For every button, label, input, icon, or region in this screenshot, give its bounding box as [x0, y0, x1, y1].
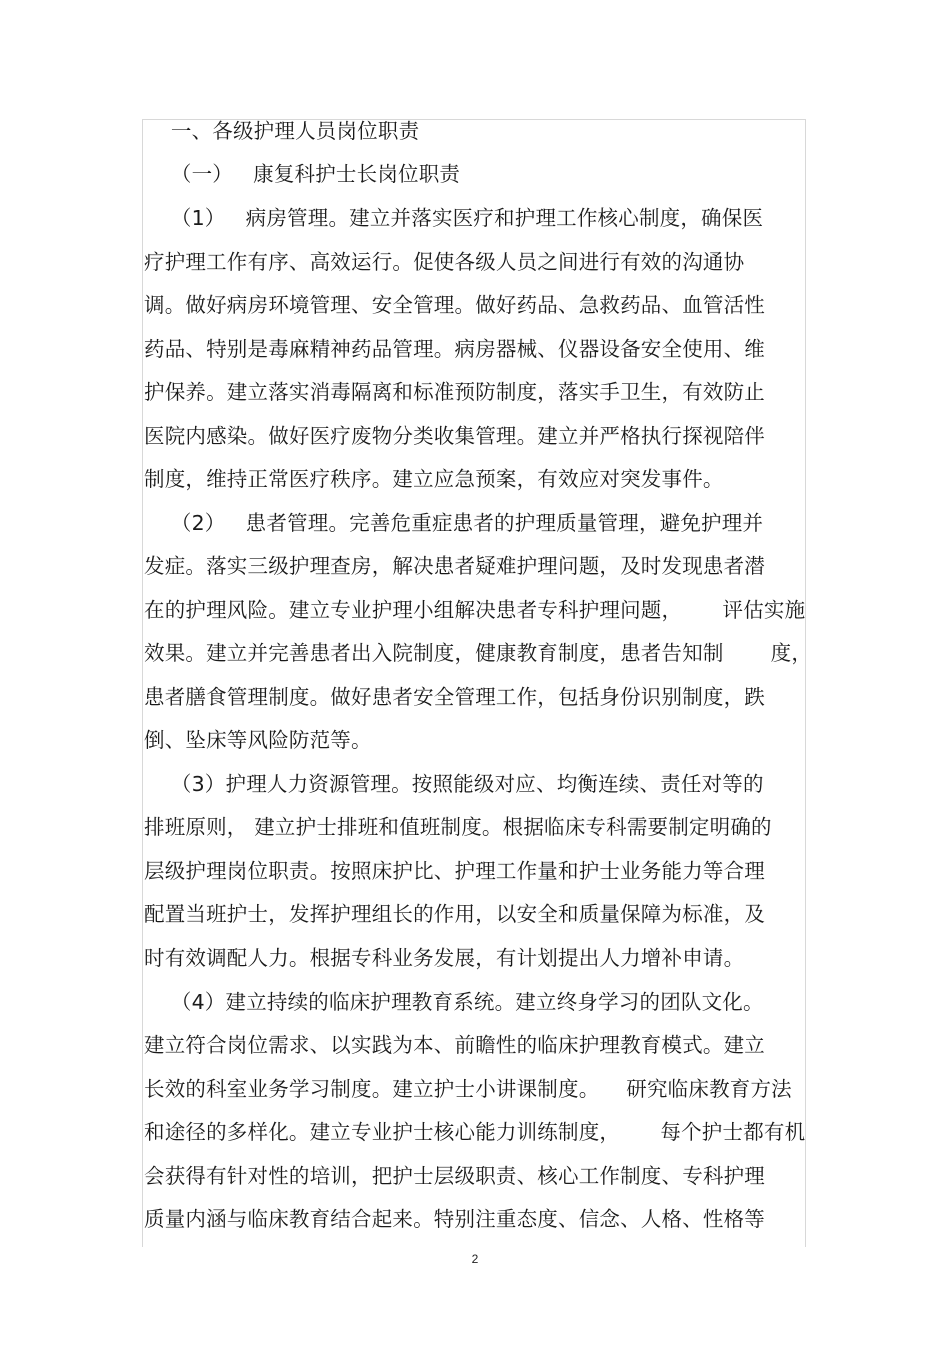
- paragraph-line: 质量内涵与临床教育结合起来。特别注重态度、信念、人格、性格等: [144, 1207, 765, 1231]
- paragraph-line: 疗护理工作有序、高效运行。促使各级人员之间进行有效的沟通协: [144, 250, 745, 274]
- paragraph-line: 建立符合岗位需求、以实践为本、前瞻性的临床护理教育模式。建立: [144, 1033, 765, 1057]
- paragraph-line: 配置当班护士，发挥护理组长的作用，以安全和质量保障为标准，及: [144, 902, 765, 926]
- paragraph-line: 和途径的多样化。建立专业护士核心能力训练制度， 每个护士都有机: [144, 1120, 806, 1144]
- paragraph-line: 药品、特别是毒麻精神药品管理。病房器械、仪器设备安全使用、维: [144, 337, 765, 361]
- paragraph-line: 排班原则， 建立护士排班和值班制度。根据临床专科需要制定明确的: [144, 815, 772, 839]
- paragraph-line: 时有效调配人力。根据专科业务发展，有计划提出人力增补申请。: [144, 946, 745, 970]
- paragraph-line: 层级护理岗位职责。按照床护比、护理工作量和护士业务能力等合理: [144, 859, 765, 883]
- page-number: 2: [471, 1252, 479, 1266]
- paragraph-line: 制度，维持正常医疗秩序。建立应急预案，有效应对突发事件。: [144, 467, 724, 491]
- paragraph-line: 会获得有针对性的培训，把护士层级职责、核心工作制度、专科护理: [144, 1164, 765, 1188]
- paragraph-line: 调。做好病房环境管理、安全管理。做好药品、急救药品、血管活性: [144, 293, 765, 317]
- section-heading: 一、各级护理人员岗位职责: [144, 119, 420, 143]
- paragraph-line: 倒、坠床等风险防范等。: [144, 728, 372, 752]
- paragraph-line: 护保养。建立落实消毒隔离和标准预防制度，落实手卫生，有效防止: [144, 380, 765, 404]
- paragraph-line: （3）护理人力资源管理。按照能级对应、均衡连续、责任对等的: [144, 772, 764, 796]
- paragraph-line: 效果。建立并完善患者出入院制度，健康教育制度，患者告知制 度，: [144, 641, 813, 665]
- paragraph-line: 长效的科室业务学习制度。建立护士小讲课制度。 研究临床教育方法: [144, 1077, 792, 1101]
- paragraph-line: 患者膳食管理制度。做好患者安全管理工作，包括身份识别制度，跌: [144, 685, 765, 709]
- subsection-heading: （一） 康复科护士长岗位职责: [144, 162, 461, 186]
- paragraph-line: （1） 病房管理。建立并落实医疗和护理工作核心制度，确保医: [144, 206, 764, 230]
- paragraph-line: （4）建立持续的临床护理教育系统。建立终身学习的团队文化。: [144, 990, 764, 1014]
- paragraph-line: 发症。落实三级护理查房，解决患者疑难护理问题，及时发现患者潜: [144, 554, 765, 578]
- paragraph-line: 医院内感染。做好医疗废物分类收集管理。建立并严格执行探视陪伴: [144, 424, 765, 448]
- paragraph-line: 在的护理风险。建立专业护理小组解决患者专科护理问题， 评估实施: [144, 598, 806, 622]
- paragraph-line: （2） 患者管理。完善危重症患者的护理质量管理，避免护理并: [144, 511, 764, 535]
